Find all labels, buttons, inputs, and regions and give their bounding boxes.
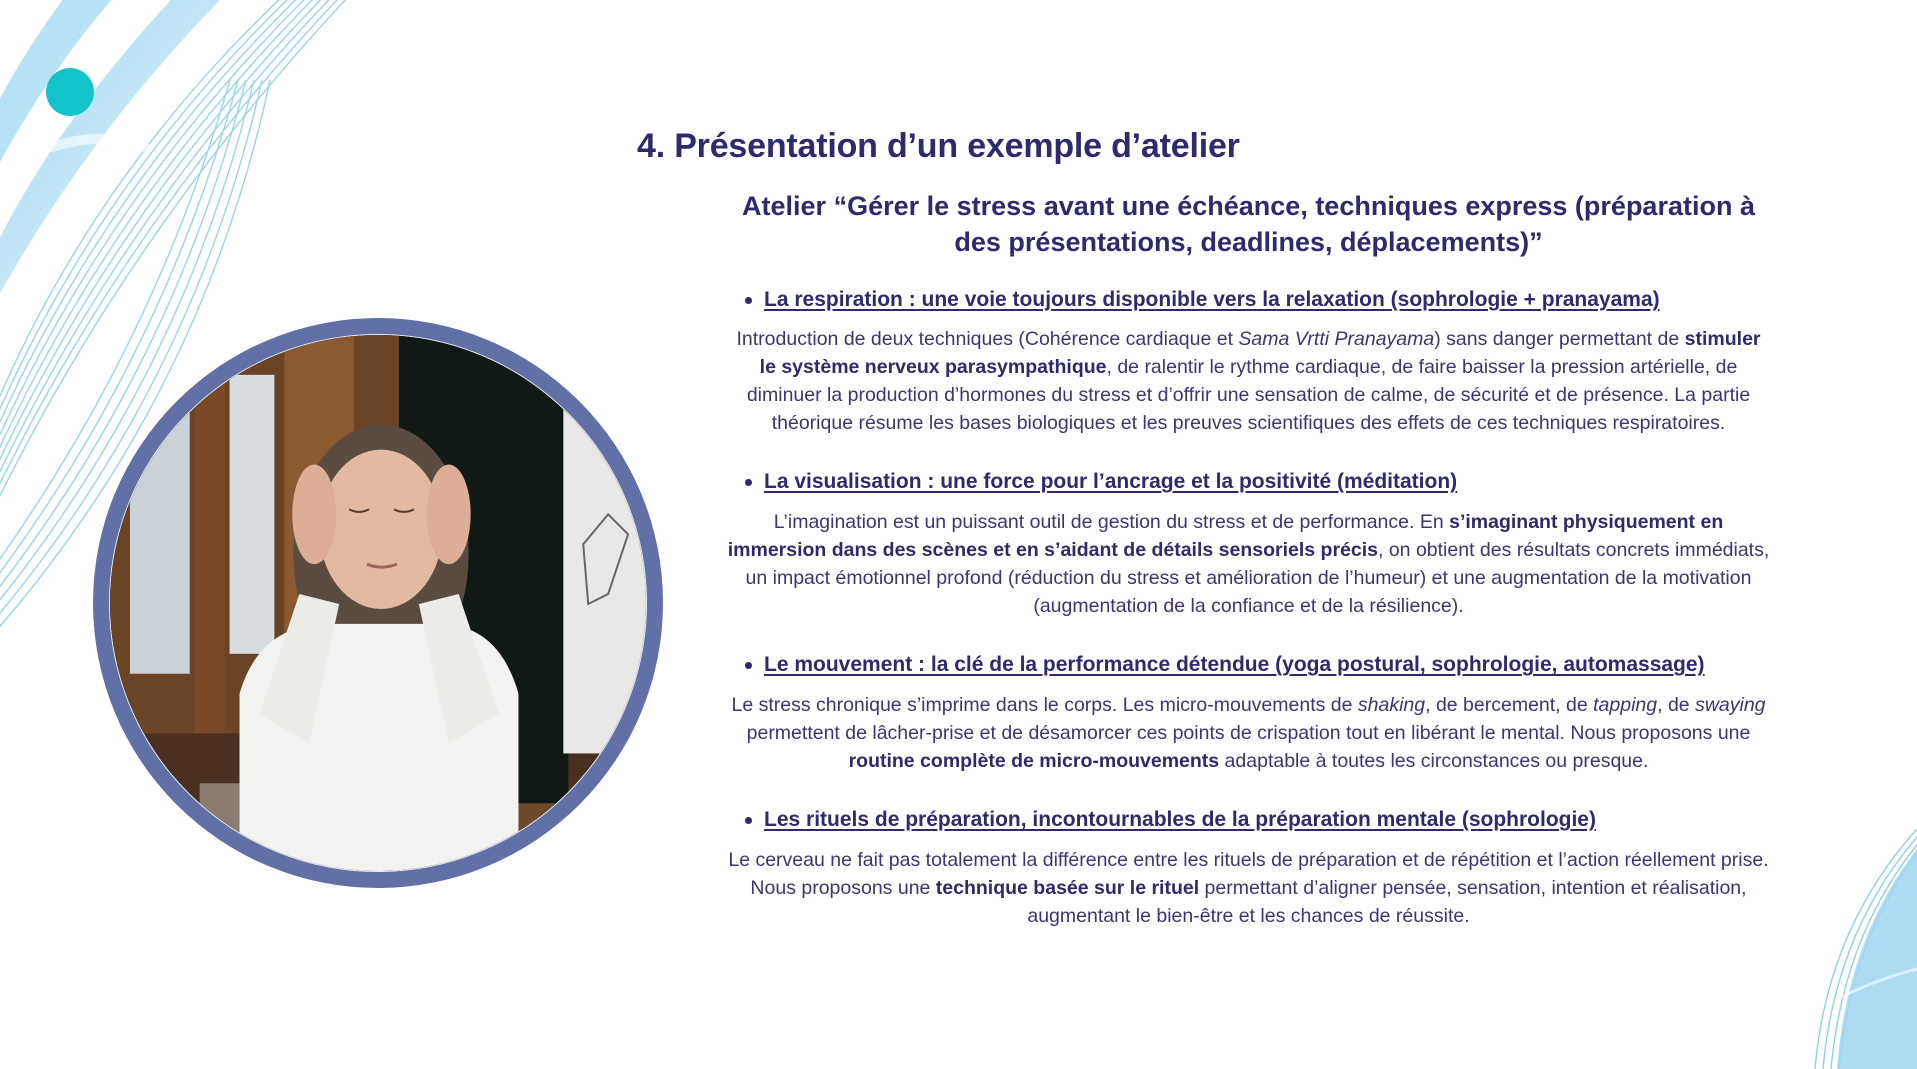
section-heading-text: La visualisation : une force pour l’ancrage et la positivité (méditation) <box>764 470 1458 493</box>
section-mouvement <box>727 651 1770 775</box>
text-run: , on obtient des résultats concrets immédiats, un impact émotionnel profond (réduction du stress et amélioration de l’humeur) et une augmentation de la motivation (augmentation de la confiance et de la résilience). <box>745 539 1770 617</box>
emphasis-italic: shaking <box>1357 694 1426 716</box>
text-run: adaptable à toutes les circonstances ou presque. <box>1219 750 1649 772</box>
page-title: 4. Présentation d’un exemple d’atelier <box>637 126 1240 165</box>
emphasis-italic: Sama Vrtti Pranayama <box>1238 328 1435 350</box>
section-heading <box>727 806 1770 834</box>
text-run: ) sans danger permettant de <box>1434 328 1685 350</box>
section-body <box>727 508 1770 620</box>
bullet-icon <box>745 479 752 486</box>
accent-dot <box>46 68 94 116</box>
emphasis-italic: tapping <box>1593 694 1658 716</box>
bullet-icon <box>745 297 752 304</box>
bullet-icon <box>745 817 752 824</box>
text-run: Le stress chronique s’imprime dans le corps. Les micro-mouvements de <box>731 694 1358 716</box>
photo-frame <box>93 318 663 888</box>
section-heading-text: Le mouvement : la clé de la performance détendue (yoga postural, sophrologie, automassage) <box>764 653 1705 676</box>
workshop-content <box>727 188 1770 930</box>
decorative-wave-bottom-right <box>1807 829 1917 1069</box>
section-rituels <box>727 806 1770 930</box>
text-run: Introduction de deux techniques (Cohérence cardiaque et <box>736 328 1239 350</box>
text-run: Le cerveau ne fait pas totalement la différence entre les rituels de préparation et de répétition et l’action réellement prise. Nous proposons une <box>728 849 1769 899</box>
section-heading-text: La respiration : une voie toujours disponible vers la relaxation (sophrologie + pranayama) <box>764 288 1660 311</box>
section-heading-text: Les rituels de préparation, incontournables de la préparation mentale (sophrologie) <box>764 808 1596 831</box>
workshop-subtitle: Atelier “Gérer le stress avant une échéance, techniques express (préparation à des présentations, deadlines, déplacements)” <box>742 191 1755 257</box>
text-run: , de ralentir le rythme cardiaque, de faire baisser la pression artérielle, de diminuer la production d’hormones du stress et d’offrir une sensation de calme, de sécurité et de présence. La partie théorique résume les bases biologiques et les preuves scientifiques des effets de ces techniques respiratoires. <box>746 356 1751 434</box>
section-visualisation <box>727 468 1770 620</box>
emphasis-bold: s’imaginant physiquement en immersion dans des scènes et en s’aidant de détails sensoriels précis <box>727 511 1724 561</box>
section-heading <box>727 651 1770 679</box>
section-body <box>727 846 1770 930</box>
emphasis-bold: technique basée sur le rituel <box>935 877 1200 899</box>
emphasis-bold: routine complète de micro-mouvements <box>848 750 1220 772</box>
section-body <box>727 691 1770 775</box>
text-run: , de bercement, de <box>1425 694 1594 716</box>
section-body <box>727 325 1770 437</box>
bullet-icon <box>745 662 752 669</box>
text-run: L’imagination est un puissant outil de gestion du stress et de performance. En <box>773 511 1450 533</box>
section-heading <box>727 468 1770 496</box>
workshop-photo <box>109 334 647 872</box>
section-heading <box>727 286 1770 314</box>
emphasis-italic: swaying <box>1695 694 1766 716</box>
emphasis-bold: stimuler le système nerveux parasympathique <box>759 328 1761 378</box>
text-run: permettent de lâcher-prise et de désamorcer ces points de crispation tout en libérant le mental. Nous proposons une <box>746 722 1751 744</box>
section-respiration <box>727 286 1770 437</box>
text-run: permettant d’aligner pensée, sensation, intention et réalisation, augmentant le bien-être et les chances de réussite. <box>1027 877 1747 927</box>
text-run: , de <box>1657 694 1696 716</box>
